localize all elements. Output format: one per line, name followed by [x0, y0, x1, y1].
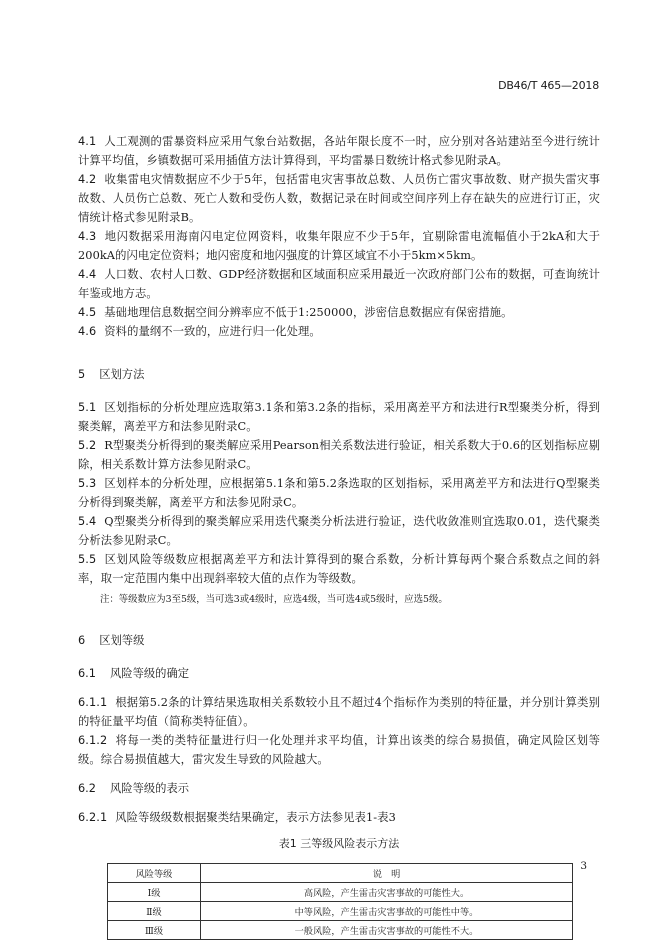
table-header-row [108, 864, 573, 883]
subsection-heading-6-2 [78, 779, 600, 798]
page-number: 3 [580, 860, 587, 872]
table-cell: 中等风险，产生雷击灾害事故的可能性中等。 [201, 902, 573, 921]
clause-number: 5.5 [78, 553, 97, 566]
heading-text: 风险等级的表示 [109, 782, 190, 795]
heading-number: 5 [78, 368, 86, 381]
table-header-cell: 说 明 [201, 864, 573, 883]
clause-text: 人口数、农村人口数、GDP经济数据和区域面积应采用最近一次政府部门公布的数据，可查询统计年鉴或地方志。 [78, 268, 600, 300]
standard-code: DB46/T 465—2018 [498, 79, 599, 92]
section-heading-5 [78, 365, 600, 384]
clause-6-2-1 [78, 808, 600, 827]
note: 注：等级数应为3至5级，当可选3或4级时，应选4级，当可选4或5级时，应选5级。 [100, 594, 448, 605]
table-cell: 一般风险，产生雷击灾害事故的可能性不大。 [201, 921, 573, 940]
clause-text: 基础地理信息数据空间分辨率应不低于1:250000，涉密信息数据应有保密措施。 [104, 306, 513, 319]
clause-text: 根据第5.2条的计算结果选取相关系数较小且不超过4个指标作为类别的特征量，并分别计算类别的特征量平均值（简称类特征值）。 [78, 696, 600, 728]
clause-text: 区划风险等级数应根据离差平方和法计算得到的聚合系数，分析计算每两个聚合系数点之间的斜率，取一定范围内集中出现斜率较大值的点作为等级数。 [78, 553, 600, 585]
clause-4-4 [78, 265, 600, 303]
clause-number: 4.5 [78, 306, 97, 319]
clause-text: 人工观测的雷暴资料应采用气象台站数据，各站年限长度不一时，应分别对各站建站至今进行统计计算平均值，乡镇数据可采用插值方法计算得到，平均雷暴日数统计格式参见附录A。 [78, 135, 600, 167]
clause-text: 地闪数据采用海南闪电定位网资料，收集年限应不少于5年，宜剔除雷电流幅值小于2kA和大于200kA的闪电定位资料；地闪密度和地闪强度的计算区域宜不小于5km×5km。 [78, 230, 600, 262]
clause-number: 4.2 [78, 173, 97, 186]
table-cell: Ⅲ级 [108, 921, 201, 940]
clause-5-3 [78, 474, 600, 512]
table-cell: Ⅱ级 [108, 902, 201, 921]
clause-number: 4.3 [78, 230, 97, 243]
clause-4-3 [78, 227, 600, 265]
clause-number: 6.1.2 [78, 734, 108, 747]
clause-4-5 [78, 303, 600, 322]
table-row [108, 883, 573, 902]
table-row [108, 921, 573, 940]
clause-4-2 [78, 170, 600, 227]
page-content [78, 132, 600, 940]
heading-text: 区划等级 [99, 634, 145, 647]
heading-number: 6 [78, 634, 86, 647]
heading-text: 区划方法 [99, 368, 145, 381]
clause-5-5 [78, 550, 600, 588]
heading-number: 6.2 [78, 782, 96, 795]
clause-text: Q型聚类分析得到的聚类解应采用迭代聚类分析法进行验证，迭代收敛准则宜选取0.01，迭代聚类分析法参见附录C。 [78, 515, 600, 547]
clause-number: 5.4 [78, 515, 97, 528]
clause-number: 6.1.1 [78, 696, 108, 709]
clause-text: 收集雷电灾情数据应不少于5年，包括雷电灾害事故总数、人员伤亡雷灾事故数、财产损失雷灾事故数、人员伤亡总数、死亡人数和受伤人数，数据记录在时间或空间序列上存在缺失的应进行订正，灾情统计格式参见附录B。 [78, 173, 600, 224]
subsection-heading-6-1 [78, 664, 600, 683]
clause-number: 4.1 [78, 135, 97, 148]
clause-text: 将每一类的类特征量进行归一化处理并求平均值，计算出该类的综合易损值，确定风险区划等级。综合易损值越大，雷灾发生导致的风险越大。 [78, 734, 600, 766]
table-title: 表1 三等级风险表示方法 [278, 837, 400, 850]
section-heading-6 [78, 631, 600, 650]
clause-number: 5.1 [78, 401, 97, 414]
clause-4-6 [78, 322, 600, 341]
clause-4-1 [78, 132, 600, 170]
clause-5-2 [78, 436, 600, 474]
clause-text: 资料的量纲不一致的，应进行归一化处理。 [104, 325, 321, 338]
table-row [108, 902, 573, 921]
clause-number: 5.3 [78, 477, 97, 490]
heading-number: 6.1 [78, 667, 96, 680]
table-header-cell: 风险等级 [108, 864, 201, 883]
clause-number: 4.4 [78, 268, 97, 281]
clause-6-1-2 [78, 731, 600, 769]
clause-number: 6.2.1 [78, 811, 108, 824]
clause-number: 4.6 [78, 325, 97, 338]
clause-6-1-1 [78, 693, 600, 731]
table-cell: Ⅰ级 [108, 883, 201, 902]
clause-5-1 [78, 398, 600, 436]
heading-text: 风险等级的确定 [109, 667, 190, 680]
clause-text: 区划指标的分析处理应选取第3.1条和第3.2条的指标，采用离差平方和法进行R型聚类分析，得到聚类解，离差平方和法参见附录C。 [78, 401, 600, 433]
risk-level-table [107, 863, 573, 940]
clause-text: R型聚类分析得到的聚类解应采用Pearson相关系数法进行验证，相关系数大于0.6的区划指标应剔除，相关系数计算方法参见附录C。 [78, 439, 600, 471]
table-cell: 高风险，产生雷击灾害事故的可能性大。 [201, 883, 573, 902]
clause-text: 风险等级级数根据聚类结果确定，表示方法参见表1-表3 [115, 811, 396, 824]
clause-text: 区划样本的分析处理，应根据第5.1条和第5.2条选取的区划指标，采用离差平方和法进行Q型聚类分析得到聚类解，离差平方和法参见附录C。 [78, 477, 600, 509]
clause-5-4 [78, 512, 600, 550]
clause-number: 5.2 [78, 439, 97, 452]
